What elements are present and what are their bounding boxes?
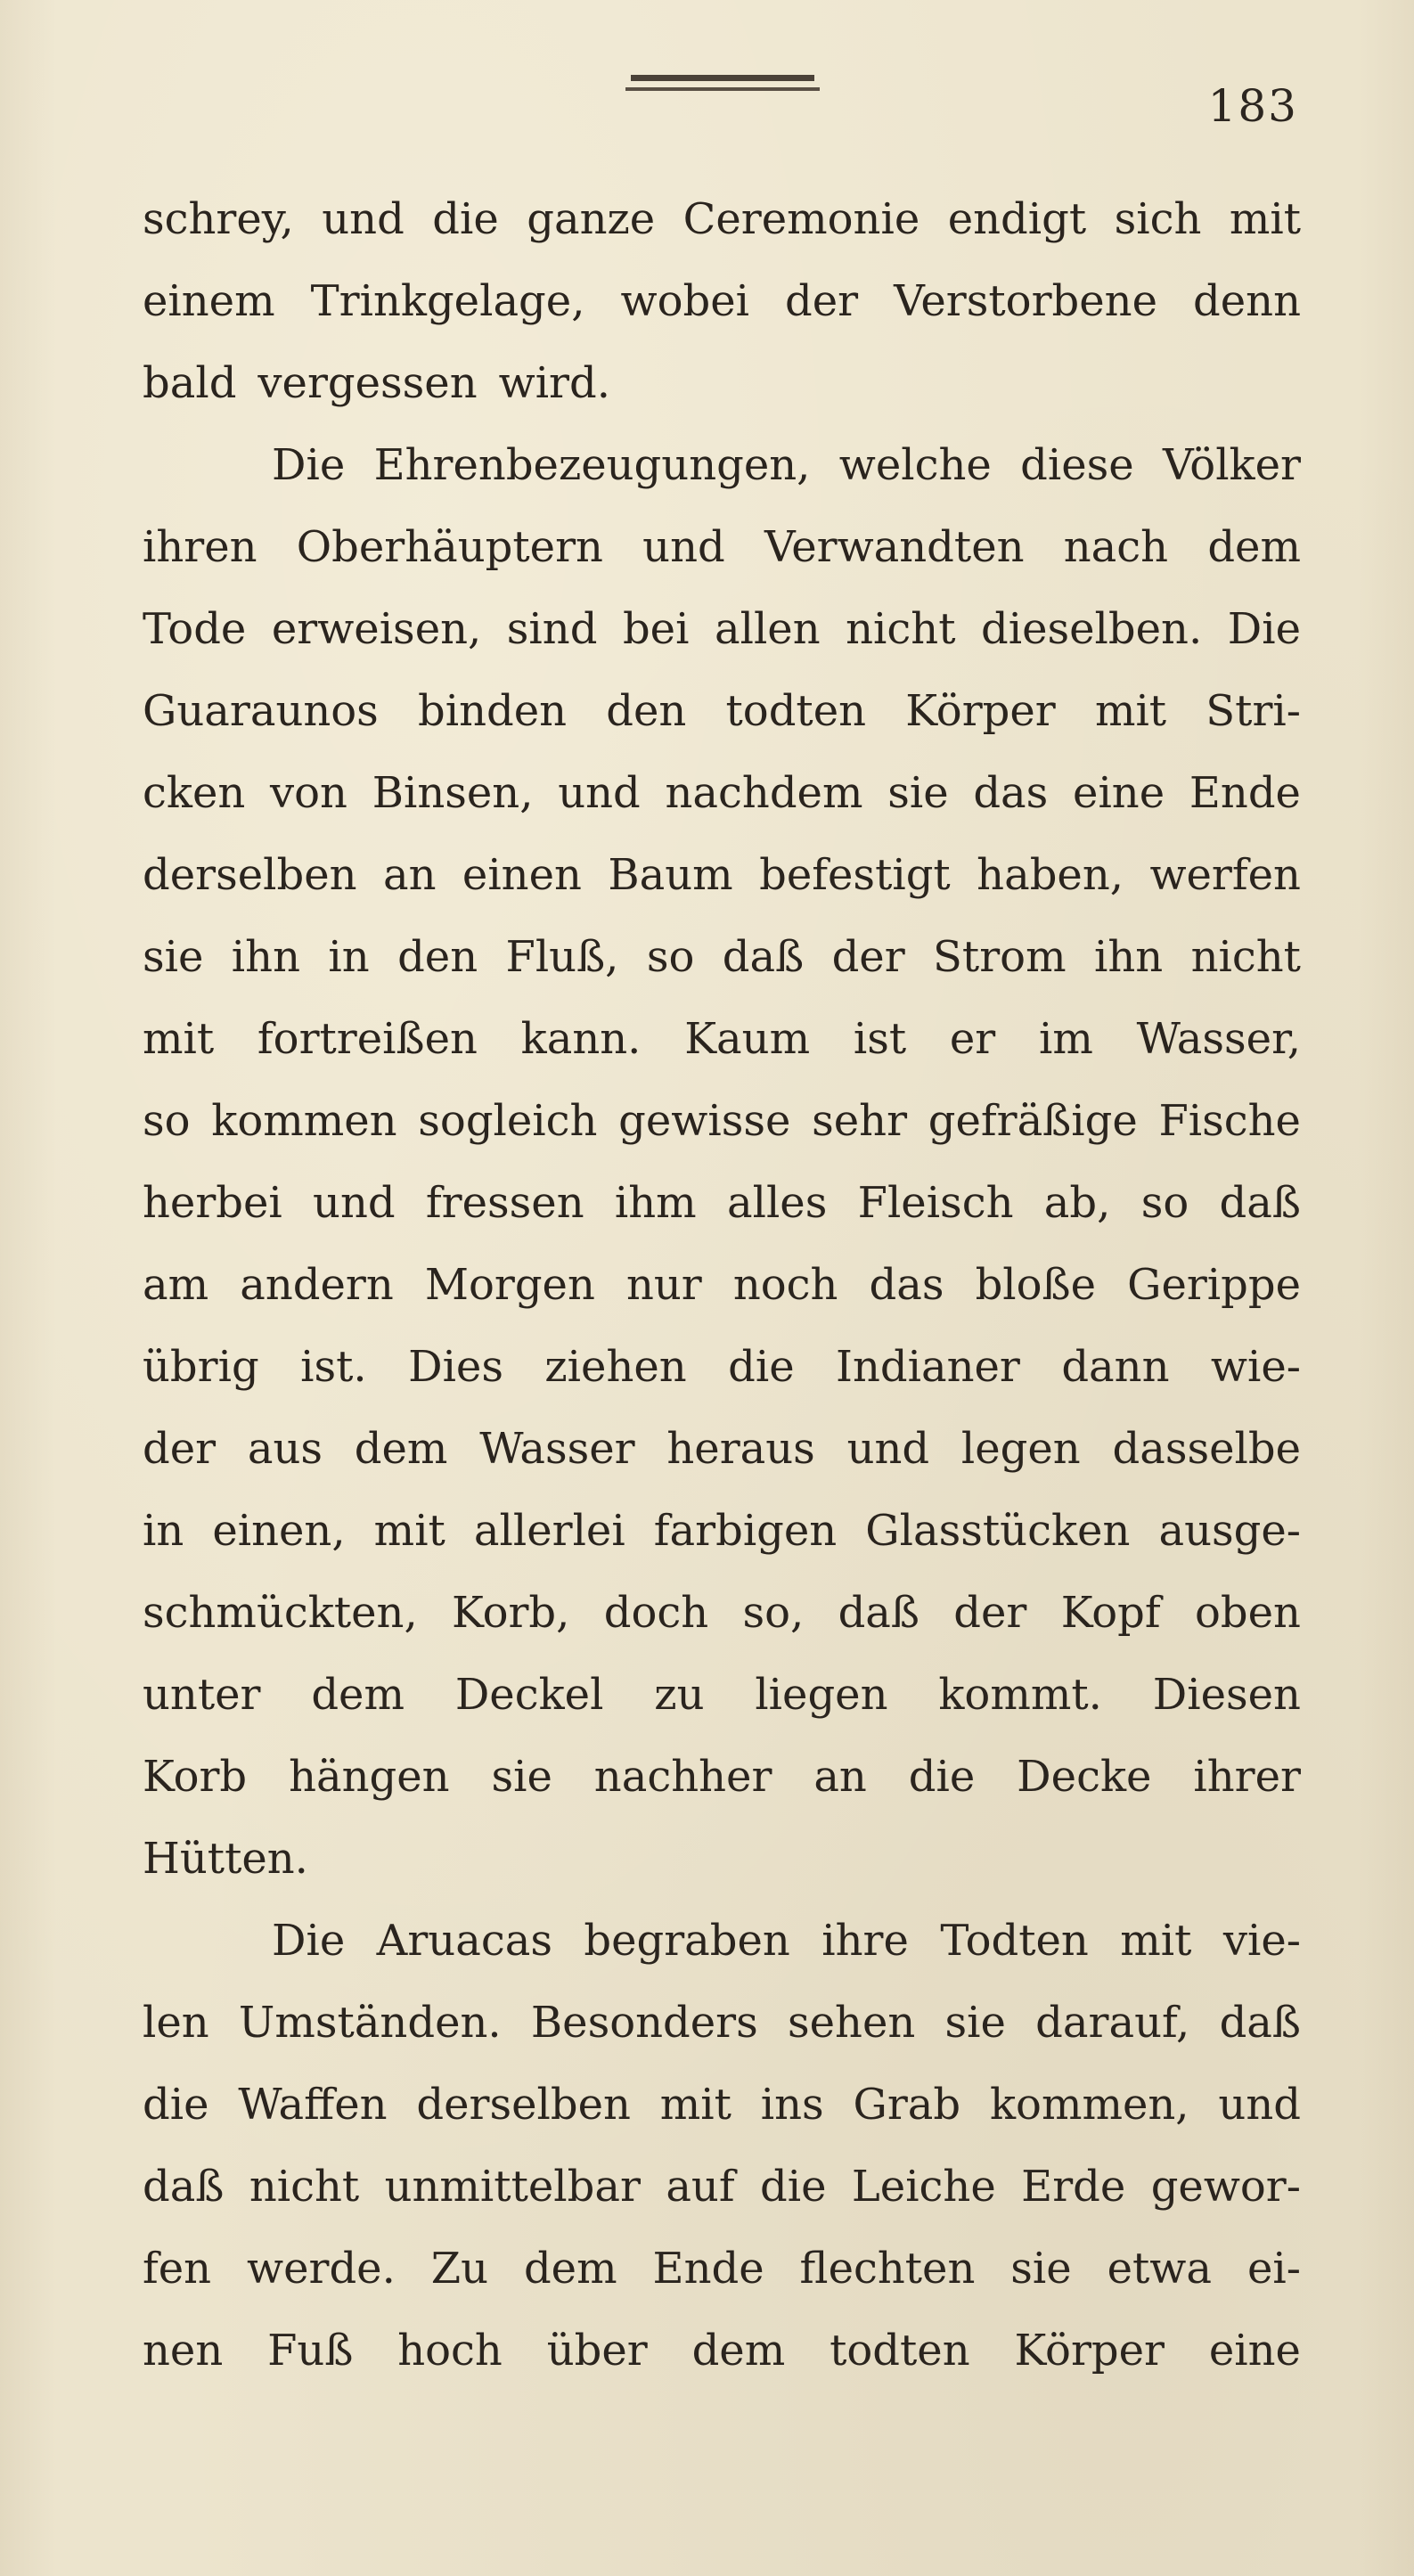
word: wobei <box>620 276 749 326</box>
word: so <box>646 932 695 982</box>
word: und <box>642 522 725 572</box>
word: und <box>558 768 641 818</box>
word: Umständen. <box>238 1998 502 2048</box>
word: und <box>322 194 405 244</box>
word: schrey, <box>143 194 294 244</box>
word: Binsen, <box>372 768 534 818</box>
word: hängen <box>289 1752 450 1802</box>
word: todten <box>725 686 867 736</box>
word: unter <box>143 1670 261 1720</box>
word: daß <box>722 932 805 982</box>
word: daß <box>143 2162 225 2212</box>
word: werde. <box>247 2244 396 2294</box>
word: sehen <box>788 1998 916 2048</box>
word: nach <box>1063 522 1169 572</box>
word: der <box>953 1588 1027 1638</box>
text-line <box>143 178 1301 260</box>
text-line <box>143 998 1301 1080</box>
word: dem <box>354 1424 448 1474</box>
word: Grab <box>853 2080 961 2130</box>
text-line <box>143 424 1301 506</box>
word: der <box>831 932 905 982</box>
word: dieselben. <box>981 604 1203 654</box>
word: gewor- <box>1150 2162 1301 2212</box>
word: Stri- <box>1206 686 1301 736</box>
word: Todten <box>940 1916 1089 1966</box>
word: heraus <box>666 1424 815 1474</box>
word: ganze <box>527 194 656 244</box>
text-line <box>143 2146 1301 2228</box>
word: Wasser <box>479 1424 635 1474</box>
word: der <box>143 1424 217 1474</box>
word: Fuß <box>267 2326 354 2376</box>
word: Gerippe <box>1127 1260 1301 1310</box>
word: Zu <box>430 2244 489 2294</box>
word: Die <box>272 1916 346 1966</box>
word: Kaum <box>684 1014 811 1064</box>
word: endigt <box>947 194 1087 244</box>
word: den <box>606 686 687 736</box>
word: vergessen <box>257 358 478 408</box>
word: len <box>143 1998 209 2048</box>
word: sogleich <box>418 1096 598 1146</box>
word: bloße <box>975 1260 1097 1310</box>
text-line <box>143 1654 1301 1736</box>
word: in <box>328 932 370 982</box>
word: daß <box>1219 1178 1301 1228</box>
word: allerlei <box>473 1506 625 1556</box>
word: diese <box>1020 440 1134 490</box>
word: Körper <box>905 686 1056 736</box>
word: nicht <box>846 604 956 654</box>
word: andern <box>240 1260 394 1310</box>
text-line <box>143 1162 1301 1244</box>
word: nachher <box>593 1752 772 1802</box>
text-line <box>143 588 1301 670</box>
word: derselben <box>143 850 357 900</box>
word: sie <box>491 1752 552 1802</box>
page-number: 183 <box>1207 80 1298 132</box>
word: Ende <box>1189 768 1301 818</box>
word: Ceremonie <box>682 194 920 244</box>
word: die <box>908 1752 976 1802</box>
word: kann. <box>520 1014 642 1064</box>
word: Die <box>272 440 346 490</box>
word: Leiche <box>851 2162 996 2212</box>
word: Verwandten <box>764 522 1025 572</box>
word: sie <box>143 932 204 982</box>
word: an <box>382 850 437 900</box>
word: einen, <box>212 1506 346 1556</box>
text-line <box>143 1408 1301 1490</box>
word: ist <box>853 1014 907 1064</box>
word: einen <box>462 850 582 900</box>
word: nen <box>143 2326 224 2376</box>
word: derselben <box>416 2080 631 2130</box>
word: Korb <box>143 1752 248 1802</box>
word: Waffen <box>238 2080 388 2130</box>
word: sich <box>1114 194 1202 244</box>
word: nicht <box>1190 932 1301 982</box>
text-line <box>143 1736 1301 1818</box>
word: ausge- <box>1158 1506 1301 1556</box>
word: nur <box>625 1260 702 1310</box>
word: Indianer <box>836 1342 1020 1392</box>
word: Völker <box>1163 440 1301 490</box>
text-line <box>143 342 1301 424</box>
word: gefräßige <box>928 1096 1138 1146</box>
word: ihm <box>614 1178 697 1228</box>
word: Ende <box>652 2244 764 2294</box>
word: Fische <box>1158 1096 1301 1146</box>
text-line <box>143 1326 1301 1408</box>
word: kommen <box>211 1096 397 1146</box>
word: den <box>397 932 478 982</box>
word: begraben <box>584 1916 790 1966</box>
text-line <box>143 2064 1301 2146</box>
word: Fleisch <box>857 1178 1014 1228</box>
word: Diesen <box>1152 1670 1301 1720</box>
word: dem <box>1207 522 1301 572</box>
word: farbigen <box>653 1506 838 1556</box>
text-line <box>143 1982 1301 2064</box>
text-line <box>143 834 1301 916</box>
text-line <box>143 1244 1301 1326</box>
word: der <box>785 276 859 326</box>
word: haben, <box>977 850 1124 900</box>
word: das <box>973 768 1049 818</box>
text-line <box>143 2228 1301 2310</box>
word: so <box>1140 1178 1189 1228</box>
word: Tode <box>143 604 247 654</box>
word: hoch <box>397 2326 503 2376</box>
word: Glasstücken <box>865 1506 1131 1556</box>
word: dem <box>691 2326 786 2376</box>
word: so <box>143 1096 191 1146</box>
word: Aruacas <box>376 1916 552 1966</box>
word: doch <box>603 1588 709 1638</box>
word: cken <box>143 768 246 818</box>
word: ei- <box>1246 2244 1301 2294</box>
word: über <box>546 2326 648 2376</box>
text-line <box>143 752 1301 834</box>
word: sie <box>1010 2244 1072 2294</box>
word: ab, <box>1043 1178 1111 1228</box>
word: mit <box>373 1506 445 1556</box>
word: nicht <box>249 2162 360 2212</box>
word: mit <box>1120 1916 1192 1966</box>
word: ihren <box>143 522 257 572</box>
text-line <box>143 670 1301 752</box>
word: binden <box>418 686 568 736</box>
word: er <box>949 1014 996 1064</box>
word: Erde <box>1021 2162 1126 2212</box>
word: todten <box>830 2326 970 2376</box>
word: noch <box>732 1260 838 1310</box>
word: sie <box>944 1998 1006 2048</box>
body-text <box>143 178 1301 2392</box>
word: Guaraunos <box>143 686 379 736</box>
word: daß <box>1219 1998 1301 2048</box>
word: mit <box>143 1014 215 1064</box>
word: Fluß, <box>505 932 619 982</box>
word: etwa <box>1107 2244 1213 2294</box>
word: am <box>143 1260 209 1310</box>
text-line <box>143 1900 1301 1982</box>
word: Verstorbene <box>894 276 1157 326</box>
word: Deckel <box>454 1670 604 1720</box>
word: dem <box>523 2244 617 2294</box>
word: vie- <box>1222 1916 1301 1966</box>
word: sehr <box>812 1096 908 1146</box>
word: so, <box>742 1588 805 1638</box>
word: mit <box>659 2080 732 2130</box>
word: Decke <box>1017 1752 1152 1802</box>
word: Trinkgelage, <box>310 276 585 326</box>
word: mit <box>1229 194 1301 244</box>
text-line <box>143 1490 1301 1572</box>
word: Korb, <box>452 1588 570 1638</box>
word: auf <box>666 2162 735 2212</box>
word: ihrer <box>1193 1752 1301 1802</box>
text-line <box>143 1572 1301 1654</box>
word: Die <box>1227 604 1301 654</box>
word: die <box>143 2080 209 2130</box>
word: Baum <box>608 850 733 900</box>
word: mit <box>1094 686 1167 736</box>
word: kommt. <box>938 1670 1102 1720</box>
word: Morgen <box>424 1260 595 1310</box>
word: fressen <box>425 1178 584 1228</box>
word: bei <box>622 604 690 654</box>
word: legen <box>960 1424 1081 1474</box>
word: und <box>846 1424 930 1474</box>
word: erweisen, <box>271 604 482 654</box>
word: Dies <box>408 1342 503 1392</box>
word: und <box>313 1178 396 1228</box>
word: Strom <box>933 932 1067 982</box>
word: welche <box>838 440 992 490</box>
word: Körper <box>1014 2326 1165 2376</box>
word: Besonders <box>530 1998 758 2048</box>
word: befestigt <box>759 850 951 900</box>
word: übrig <box>143 1342 259 1392</box>
word: Kopf <box>1060 1588 1161 1638</box>
word: allen <box>714 604 821 654</box>
word: dann <box>1061 1342 1170 1392</box>
text-line <box>143 260 1301 342</box>
text-line <box>143 1080 1301 1162</box>
word: in <box>143 1506 184 1556</box>
word: darauf, <box>1035 1998 1190 2048</box>
word: ins <box>760 2080 824 2130</box>
text-line <box>143 506 1301 588</box>
word: nachdem <box>665 768 863 818</box>
word: die <box>432 194 499 244</box>
header-ornament-rule <box>625 75 820 96</box>
word: die <box>728 1342 795 1392</box>
word: werfen <box>1149 850 1301 900</box>
word: ihn <box>231 932 300 982</box>
word: dasselbe <box>1112 1424 1301 1474</box>
word: das <box>869 1260 944 1310</box>
word: denn <box>1193 276 1301 326</box>
word: flechten <box>799 2244 976 2294</box>
word: liegen <box>755 1670 888 1720</box>
word: von <box>270 768 347 818</box>
word: ihre <box>821 1916 909 1966</box>
word: ziehen <box>544 1342 687 1392</box>
word: sie <box>887 768 949 818</box>
word: fortreißen <box>257 1014 478 1064</box>
rule-thick-line <box>631 75 814 81</box>
word: und <box>1218 2080 1301 2130</box>
word: im <box>1038 1014 1093 1064</box>
word: Oberhäuptern <box>296 522 603 572</box>
rule-thin-line <box>625 87 820 91</box>
word: gewisse <box>618 1096 791 1146</box>
word: Wasser, <box>1136 1014 1301 1064</box>
word: unmittelbar <box>384 2162 641 2212</box>
word: bald <box>143 358 237 408</box>
word: die <box>760 2162 827 2212</box>
word: wird. <box>498 358 610 408</box>
word: oben <box>1194 1588 1301 1638</box>
text-line <box>143 1818 1301 1900</box>
word: an <box>813 1752 867 1802</box>
word: ist. <box>300 1342 367 1392</box>
word: wie- <box>1210 1342 1301 1392</box>
word: zu <box>654 1670 705 1720</box>
word: aus <box>247 1424 323 1474</box>
word: sind <box>506 604 598 654</box>
word: kommen, <box>989 2080 1189 2130</box>
word: ihn <box>1093 932 1164 982</box>
word: eine <box>1208 2326 1301 2376</box>
word: alles <box>726 1178 828 1228</box>
word: eine <box>1073 768 1165 818</box>
word: einem <box>143 276 275 326</box>
word: daß <box>838 1588 920 1638</box>
word: dem <box>311 1670 405 1720</box>
word: herbei <box>143 1178 282 1228</box>
text-line <box>143 916 1301 998</box>
word: fen <box>143 2244 212 2294</box>
word: schmückten, <box>143 1588 418 1638</box>
word: Ehrenbezeugungen, <box>373 440 811 490</box>
text-line <box>143 2310 1301 2392</box>
word: Hütten. <box>143 1834 308 1884</box>
